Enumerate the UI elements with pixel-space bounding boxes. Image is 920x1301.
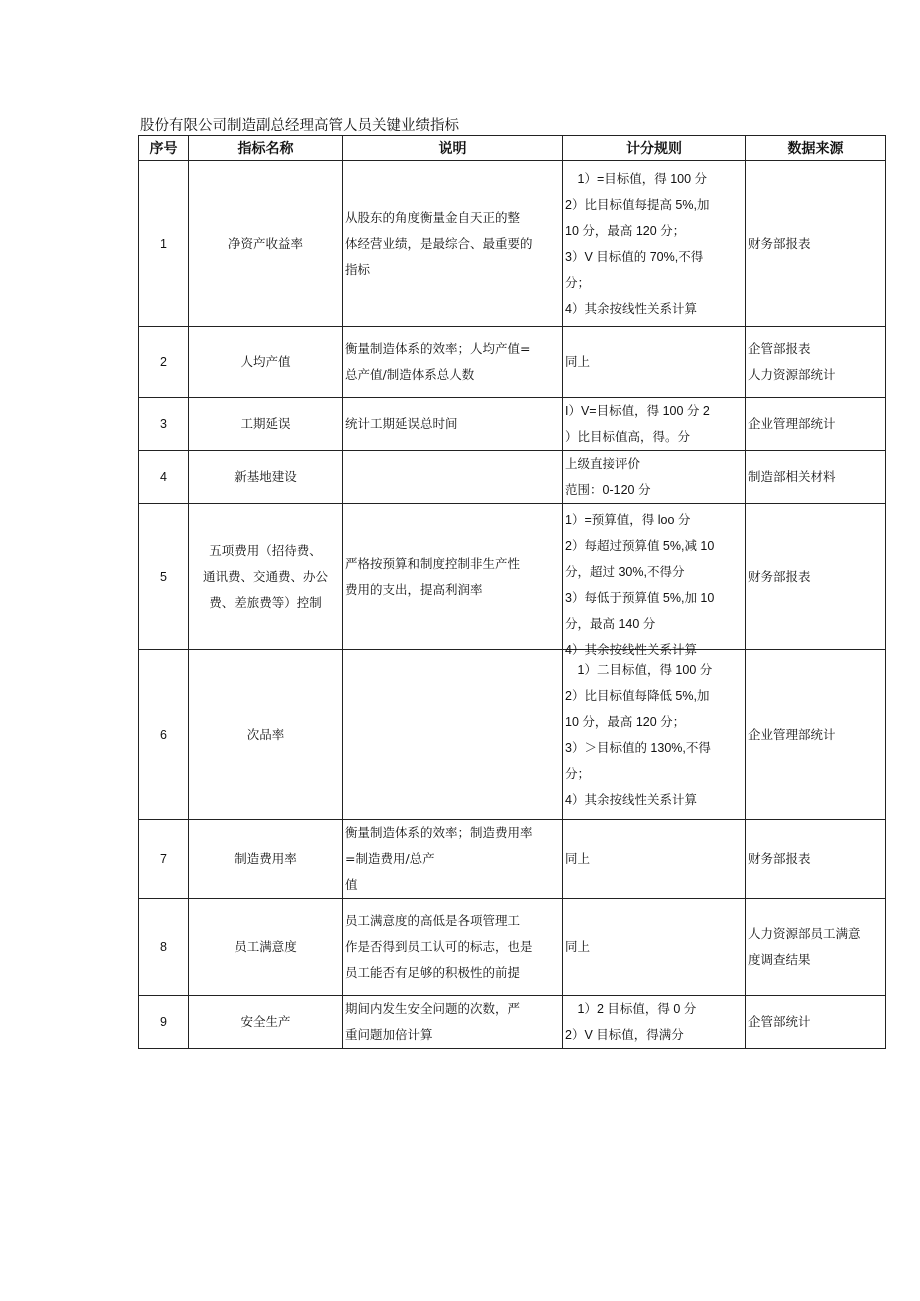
cell-description — [343, 504, 563, 650]
source-line: 制造部相关材料 — [748, 469, 836, 484]
cell-scoring-rule — [563, 899, 746, 996]
cell-scoring-rule — [563, 451, 746, 504]
table-row — [139, 398, 886, 451]
cell-data-source — [746, 504, 886, 650]
source-line: 企管部报表 — [748, 341, 811, 356]
table-row — [139, 650, 886, 820]
rule-line: 分，最高 140 分 — [565, 616, 656, 631]
cell-description — [343, 650, 563, 820]
rule-line: 3）每低于预算值 5%,加 10 — [565, 590, 715, 605]
cell-no: 7 — [139, 820, 189, 899]
cell-scoring-rule — [563, 327, 746, 398]
header-source: 数据来源 — [746, 136, 886, 161]
cell-scoring-rule — [563, 161, 746, 327]
cell-data-source — [746, 996, 886, 1049]
rule-line: 分； — [565, 766, 591, 781]
source-line: 财务部报表 — [748, 568, 811, 584]
cell-description — [343, 161, 563, 327]
desc-line: 员工能否有足够的积极性的前提 — [345, 965, 521, 980]
desc-line: 衡量制造体系的效率；制造费用率 — [345, 825, 533, 840]
table-row — [139, 820, 886, 899]
desc-line: 从股东的角度衡量金自天正的整 — [345, 209, 521, 225]
cell-description — [343, 899, 563, 996]
rule-line: ）比目标值高，得。分 — [565, 430, 691, 444]
desc-line: 指标 — [345, 261, 371, 277]
table-row — [139, 504, 886, 650]
source-line: 人力资源部员工满意 — [748, 926, 861, 941]
desc-line: 费用的支出，提高利润率 — [345, 581, 483, 597]
kpi-table — [138, 135, 886, 1049]
name-line: 净资产收益率 — [227, 235, 303, 251]
rule-line: 1）二目标值，得 100 分 — [565, 662, 713, 677]
source-line: 度调查结果 — [748, 952, 811, 967]
name-line: 安全生产 — [240, 1014, 291, 1029]
cell-scoring-rule — [563, 398, 746, 451]
cell-name — [189, 650, 343, 820]
source-line: 财务部报表 — [748, 851, 811, 866]
rule-line: 1）2 目标值，得 0 分 — [565, 1002, 697, 1016]
document-title: 股份有限公司制造副总经理高管人员关键业绩指标 — [140, 118, 459, 134]
rule-line: 上级直接评价 — [565, 457, 641, 471]
rule-line: 同上 — [565, 852, 591, 866]
source-line: 人力资源部统计 — [748, 367, 836, 382]
cell-data-source — [746, 451, 886, 504]
cell-name — [189, 820, 343, 899]
cell-scoring-rule — [563, 650, 746, 820]
cell-data-source — [746, 899, 886, 996]
desc-line: 统计工期延误总时间 — [345, 416, 458, 431]
cell-scoring-rule — [563, 820, 746, 899]
name-line: 工期延误 — [240, 416, 291, 431]
cell-name — [189, 899, 343, 996]
cell-name — [189, 451, 343, 504]
source-line: 企管部统计 — [748, 1014, 811, 1029]
cell-data-source — [746, 398, 886, 451]
rule-line: 分，超过 30%,不得分 — [565, 564, 685, 579]
cell-no: 8 — [139, 899, 189, 996]
cell-no: 4 — [139, 451, 189, 504]
cell-name — [189, 161, 343, 327]
cell-data-source — [746, 327, 886, 398]
rule-line: I）V=目标值，得 100 分 2 — [565, 404, 710, 418]
cell-name — [189, 327, 343, 398]
rule-line: 4）其余按线性关系计算 — [565, 642, 697, 657]
table-row — [139, 451, 886, 504]
cell-name — [189, 504, 343, 650]
cell-description — [343, 327, 563, 398]
name-line: 通讯费、交通费、办公 — [202, 568, 328, 584]
header-rule: 计分规则 — [563, 136, 746, 161]
cell-scoring-rule — [563, 996, 746, 1049]
cell-no: 1 — [139, 161, 189, 327]
cell-no: 3 — [139, 398, 189, 451]
desc-line: 衡量制造体系的效率；人均产值= — [345, 341, 531, 356]
rule-line: 3）V 目标值的 70%,不得 — [565, 249, 704, 264]
desc-line: 总产值/制造体系总人数 — [345, 367, 475, 382]
name-line: 次品率 — [246, 726, 285, 742]
desc-line: 重问题加倍计算 — [345, 1027, 433, 1042]
cell-no: 2 — [139, 327, 189, 398]
rule-line: 2）每超过预算值 5%,减 10 — [565, 538, 715, 553]
name-line: 新基地建设 — [234, 469, 297, 484]
rule-line: 3）＞目标值的 130%,不得 — [565, 740, 711, 755]
rule-line: 2）比目标值每降低 5%,加 — [565, 688, 710, 703]
header-desc: 说明 — [343, 136, 563, 161]
rule-line: 10 分，最高 120 分； — [565, 714, 686, 729]
desc-line: 员工满意度的高低是各项管理工 — [345, 913, 521, 928]
desc-line: 值 — [345, 877, 358, 892]
name-line: 员工满意度 — [234, 939, 297, 954]
cell-name — [189, 996, 343, 1049]
desc-line: 严格按预算和制度控制非生产性 — [345, 555, 521, 571]
name-line: 五项费用（招待费、 — [209, 542, 322, 558]
source-line: 企业管理部统计 — [748, 416, 836, 431]
table-row — [139, 899, 886, 996]
rule-line: 10 分，最高 120 分； — [565, 223, 686, 238]
rule-line: 分； — [565, 275, 591, 290]
rule-line: 4）其余按线性关系计算 — [565, 792, 697, 807]
rule-line: 1）=预算值，得 loo 分 — [565, 512, 691, 527]
name-line: 费、差旅费等）控制 — [209, 594, 322, 610]
header-row — [139, 136, 886, 161]
rule-line: 2）比目标值每提高 5%,加 — [565, 197, 710, 212]
cell-name — [189, 398, 343, 451]
cell-description — [343, 996, 563, 1049]
cell-data-source — [746, 650, 886, 820]
cell-description — [343, 820, 563, 899]
rule-line: 范围：0-120 分 — [565, 483, 651, 497]
cell-description — [343, 398, 563, 451]
table-row — [139, 327, 886, 398]
desc-line: 体经营业绩，是最综合、最重要的 — [345, 235, 533, 251]
rule-line: 1）=目标值，得 100 分 — [565, 171, 708, 186]
desc-line: 作是否得到员工认可的标志，也是 — [345, 939, 533, 954]
cell-description — [343, 451, 563, 504]
header-name: 指标名称 — [189, 136, 343, 161]
cell-data-source — [746, 820, 886, 899]
desc-line: =制造费用/总产 — [345, 851, 435, 866]
table-row — [139, 161, 886, 327]
header-no: 序号 — [139, 136, 189, 161]
cell-no: 5 — [139, 504, 189, 650]
cell-no: 6 — [139, 650, 189, 820]
source-line: 企业管理部统计 — [748, 726, 836, 742]
rule-line: 同上 — [565, 355, 591, 369]
name-line: 人均产值 — [240, 354, 291, 369]
name-line: 制造费用率 — [234, 851, 297, 866]
desc-line: 期间内发生安全问题的次数，严 — [345, 1001, 521, 1016]
cell-no: 9 — [139, 996, 189, 1049]
cell-data-source — [746, 161, 886, 327]
table-row — [139, 996, 886, 1049]
source-line: 财务部报表 — [748, 235, 811, 251]
rule-line: 2）V 目标值，得满分 — [565, 1028, 684, 1042]
rule-line: 4）其余按线性关系计算 — [565, 301, 697, 316]
rule-line: 同上 — [565, 940, 591, 954]
cell-scoring-rule — [563, 504, 746, 657]
